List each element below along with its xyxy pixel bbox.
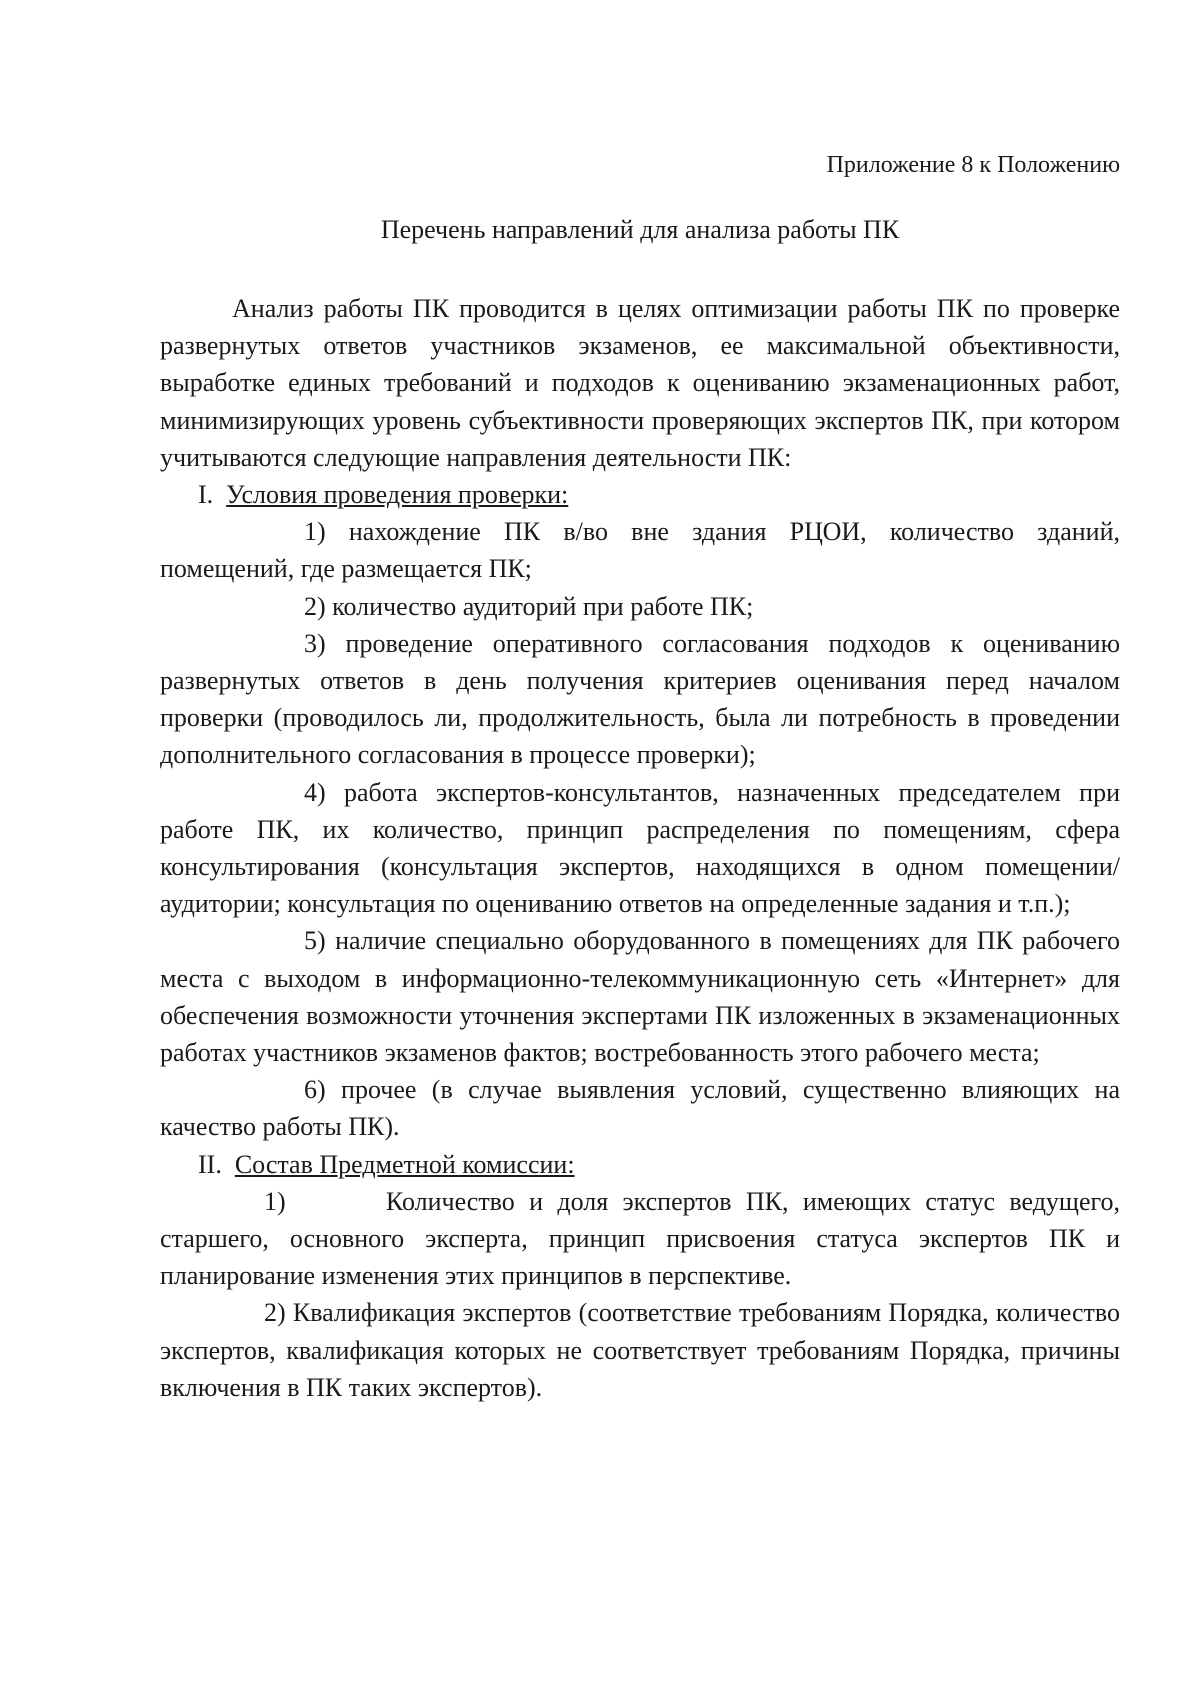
section-2-title: Состав Предметной комиссии: (234, 1149, 575, 1179)
section-2-item (160, 1183, 1120, 1295)
item-number: 2) (304, 591, 326, 621)
document-body (160, 290, 1120, 1406)
section-1-item (160, 1071, 1120, 1145)
item-number: 1) (264, 1186, 286, 1216)
item-text: количество аудиторий при работе ПК; (332, 591, 754, 621)
item-text: работа экспертов-консультантов, назначенных председателем при работе ПК, их количество, принцип распределения по помещениям, сфера консультирования (консультация экспертов, находящихся в одном помещении/аудитории; консультация по оцениванию ответов на определенные задания и т.п.); (160, 777, 1120, 919)
section-1-item (160, 625, 1120, 774)
section-1-item (160, 922, 1120, 1071)
section-1-item (160, 774, 1120, 923)
item-number: 2) (264, 1298, 286, 1328)
section-2-heading (160, 1146, 1120, 1183)
section-1-item (160, 513, 1120, 587)
document-title: Перечень направлений для анализа работы ПК (380, 215, 900, 244)
item-number: 4) (304, 777, 326, 807)
section-1-heading (160, 476, 1120, 513)
item-text: прочее (в случае выявления условий, существенно влияющих на качество работы ПК). (160, 1075, 1120, 1142)
item-text: наличие специально оборудованного в помещениях для ПК рабочего места с выходом в информационно-телекоммуникационную сеть «Интернет» для обеспечения возможности уточнения экспертами ПК изложенных в экзаменационных работах участников экзаменов фактов; востребованность этого рабочего места; (160, 926, 1121, 1068)
intro-paragraph: Анализ работы ПК проводится в целях оптимизации работы ПК по проверке развернутых ответов участников экзаменов, ее максимальной объективности, выработке единых требований и подходов к оцениванию экзаменационных работ, минимизирующих уровень субъективности проверяющих экспертов ПК, при котором учитываются следующие направления деятельности ПК: (160, 294, 1120, 472)
section-2-number: II. (198, 1149, 222, 1179)
section-2-item (160, 1294, 1120, 1406)
item-number: 6) (304, 1075, 326, 1105)
item-text: Количество и доля экспертов ПК, имеющих статус ведущего, старшего, основного эксперта, принцип присвоения статуса экспертов ПК и планирование изменения этих принципов в перспективе. (160, 1186, 1121, 1291)
item-text: проведение оперативного согласования подходов к оцениванию развернутых ответов в день получения критериев оценивания перед началом проверки (проводилось ли, продолжительность, была ли потребность в проведении дополнительного согласования в процессе проверки); (160, 628, 1120, 770)
section-1-title: Условия проведения проверки: (226, 480, 569, 510)
item-number: 5) (304, 926, 326, 956)
appendix-label: Приложение 8 к Положению (826, 152, 1120, 178)
item-text: Квалификация экспертов (соответствие требованиям Порядка, количество экспертов, квалификация которых не соответствует требованиям Порядка, причины включения в ПК таких экспертов). (160, 1298, 1121, 1402)
section-1-number: I. (198, 480, 214, 510)
item-number: 3) (304, 628, 326, 658)
item-text: нахождение ПК в/во вне здания РЦОИ, количество зданий, помещений, где размещается ПК; (160, 517, 1120, 584)
item-number: 1) (304, 517, 326, 547)
section-1-item (160, 588, 1120, 625)
